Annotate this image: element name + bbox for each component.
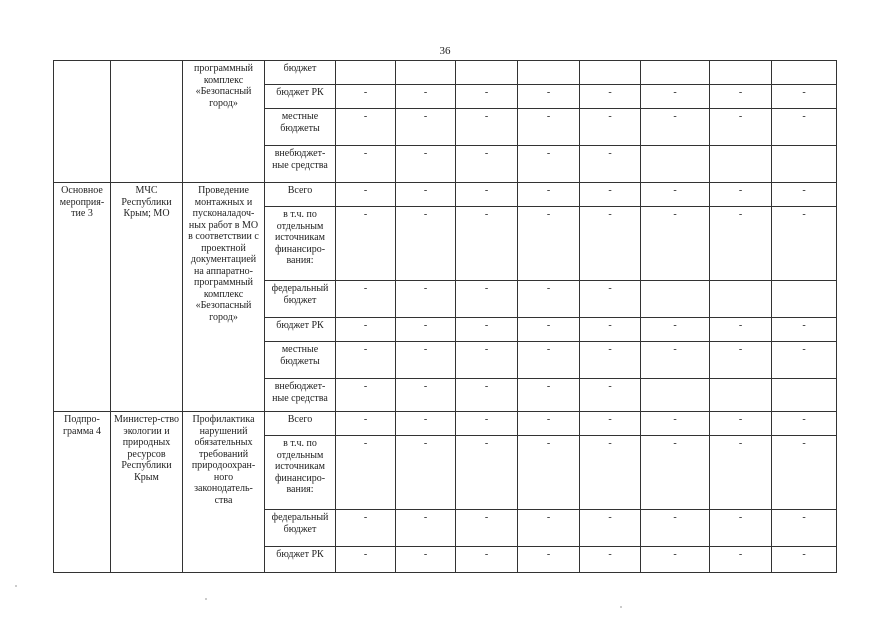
value-cell: -: [710, 85, 772, 109]
executor-cell: МЧС Республики Крым; МО: [111, 183, 183, 412]
value-cell: -: [456, 510, 518, 547]
measure-cell: Проведение монтажных и пусконаладоч-ных работ в МО в соответствии с проектной документацией на аппаратно-программный комплекс «Безопасный город»: [183, 183, 265, 412]
value-cell: -: [772, 510, 837, 547]
value-cell: -: [336, 109, 396, 146]
funding-source-cell: федеральный бюджет: [265, 510, 336, 547]
value-cell: [396, 61, 456, 85]
value-cell: [772, 61, 837, 85]
value-cell: -: [396, 436, 456, 510]
value-cell: -: [336, 281, 396, 318]
scan-speck: [205, 598, 207, 600]
funding-source-cell: в т.ч. по отдельным источникам финансиро-вания:: [265, 436, 336, 510]
value-cell: -: [456, 207, 518, 281]
table-row: [54, 412, 837, 436]
activity-name-cell: Основное мероприя-тие 3: [54, 183, 111, 412]
value-cell: -: [710, 183, 772, 207]
value-cell: -: [518, 207, 580, 281]
value-cell: [772, 281, 837, 318]
value-cell: -: [710, 547, 772, 573]
value-cell: [641, 146, 710, 183]
value-cell: -: [396, 510, 456, 547]
value-cell: -: [396, 109, 456, 146]
value-cell: -: [772, 207, 837, 281]
value-cell: [580, 61, 641, 85]
executor-cell: [111, 61, 183, 183]
value-cell: -: [456, 342, 518, 379]
value-cell: -: [710, 109, 772, 146]
value-cell: -: [772, 412, 837, 436]
value-cell: -: [710, 342, 772, 379]
value-cell: -: [336, 183, 396, 207]
value-cell: -: [710, 318, 772, 342]
activity-name-cell: Подпро-грамма 4: [54, 412, 111, 573]
value-cell: -: [456, 436, 518, 510]
value-cell: -: [456, 109, 518, 146]
value-cell: -: [336, 146, 396, 183]
funding-source-cell: внебюджет-ные средства: [265, 146, 336, 183]
value-cell: -: [641, 183, 710, 207]
measure-cell: Профилактика нарушений обязательных требований природоохран-ного законодатель-ства: [183, 412, 265, 573]
funding-source-cell: бюджет РК: [265, 547, 336, 573]
value-cell: -: [456, 412, 518, 436]
value-cell: -: [641, 436, 710, 510]
value-cell: -: [641, 342, 710, 379]
value-cell: [772, 379, 837, 412]
value-cell: -: [396, 412, 456, 436]
value-cell: -: [336, 379, 396, 412]
value-cell: -: [396, 85, 456, 109]
value-cell: -: [772, 547, 837, 573]
funding-source-cell: в т.ч. по отдельным источникам финансиро-вания:: [265, 207, 336, 281]
value-cell: -: [710, 412, 772, 436]
value-cell: -: [580, 207, 641, 281]
value-cell: -: [336, 436, 396, 510]
value-cell: -: [518, 379, 580, 412]
value-cell: -: [336, 85, 396, 109]
table-row: [54, 183, 837, 207]
value-cell: -: [580, 510, 641, 547]
value-cell: -: [518, 146, 580, 183]
value-cell: -: [710, 207, 772, 281]
value-cell: -: [456, 318, 518, 342]
table-body: [54, 61, 837, 573]
value-cell: [710, 61, 772, 85]
scan-speck: [620, 606, 622, 608]
value-cell: -: [772, 342, 837, 379]
value-cell: -: [336, 318, 396, 342]
value-cell: -: [641, 318, 710, 342]
value-cell: -: [336, 207, 396, 281]
value-cell: [710, 146, 772, 183]
value-cell: [710, 379, 772, 412]
value-cell: -: [456, 379, 518, 412]
value-cell: -: [772, 85, 837, 109]
value-cell: -: [518, 436, 580, 510]
value-cell: [772, 146, 837, 183]
value-cell: -: [518, 109, 580, 146]
value-cell: -: [518, 318, 580, 342]
value-cell: -: [641, 547, 710, 573]
value-cell: -: [336, 412, 396, 436]
funding-source-cell: бюджет РК: [265, 85, 336, 109]
value-cell: -: [772, 183, 837, 207]
value-cell: -: [336, 547, 396, 573]
value-cell: -: [772, 318, 837, 342]
scan-speck: [15, 585, 17, 587]
budget-table: [53, 60, 837, 573]
funding-source-cell: бюджет РК: [265, 318, 336, 342]
measure-cell: программный комплекс «Безопасный город»: [183, 61, 265, 183]
value-cell: -: [580, 281, 641, 318]
value-cell: -: [518, 281, 580, 318]
value-cell: -: [580, 146, 641, 183]
value-cell: [641, 281, 710, 318]
page-number: 36: [439, 45, 451, 57]
funding-source-cell: бюджет: [265, 61, 336, 85]
value-cell: -: [580, 342, 641, 379]
value-cell: -: [580, 379, 641, 412]
value-cell: -: [580, 318, 641, 342]
value-cell: [336, 61, 396, 85]
value-cell: -: [396, 547, 456, 573]
value-cell: -: [641, 85, 710, 109]
value-cell: -: [518, 547, 580, 573]
value-cell: -: [580, 183, 641, 207]
value-cell: -: [710, 436, 772, 510]
value-cell: -: [396, 342, 456, 379]
funding-source-cell: Всего: [265, 412, 336, 436]
value-cell: [641, 61, 710, 85]
value-cell: -: [396, 207, 456, 281]
table-row: [54, 61, 837, 85]
funding-source-cell: Всего: [265, 183, 336, 207]
value-cell: -: [518, 510, 580, 547]
value-cell: -: [396, 379, 456, 412]
value-cell: [641, 379, 710, 412]
value-cell: -: [580, 412, 641, 436]
value-cell: -: [641, 510, 710, 547]
value-cell: [710, 281, 772, 318]
value-cell: -: [456, 547, 518, 573]
value-cell: -: [396, 281, 456, 318]
funding-source-cell: местные бюджеты: [265, 342, 336, 379]
value-cell: -: [456, 183, 518, 207]
value-cell: -: [518, 183, 580, 207]
value-cell: -: [396, 183, 456, 207]
value-cell: -: [580, 436, 641, 510]
value-cell: [518, 61, 580, 85]
value-cell: -: [336, 510, 396, 547]
executor-cell: Министер-ство экологии и природных ресурсов Республики Крым: [111, 412, 183, 573]
value-cell: -: [580, 85, 641, 109]
value-cell: -: [518, 85, 580, 109]
value-cell: -: [641, 207, 710, 281]
value-cell: -: [518, 412, 580, 436]
value-cell: -: [518, 342, 580, 379]
value-cell: -: [396, 318, 456, 342]
funding-source-cell: местные бюджеты: [265, 109, 336, 146]
activity-name-cell: [54, 61, 111, 183]
value-cell: -: [456, 281, 518, 318]
value-cell: [456, 61, 518, 85]
value-cell: -: [396, 146, 456, 183]
value-cell: -: [772, 436, 837, 510]
funding-source-cell: внебюджет-ные средства: [265, 379, 336, 412]
value-cell: -: [456, 85, 518, 109]
value-cell: -: [580, 109, 641, 146]
value-cell: -: [336, 342, 396, 379]
value-cell: -: [641, 412, 710, 436]
value-cell: -: [456, 146, 518, 183]
funding-source-cell: федеральный бюджет: [265, 281, 336, 318]
value-cell: -: [580, 547, 641, 573]
value-cell: -: [772, 109, 837, 146]
value-cell: -: [641, 109, 710, 146]
value-cell: -: [710, 510, 772, 547]
